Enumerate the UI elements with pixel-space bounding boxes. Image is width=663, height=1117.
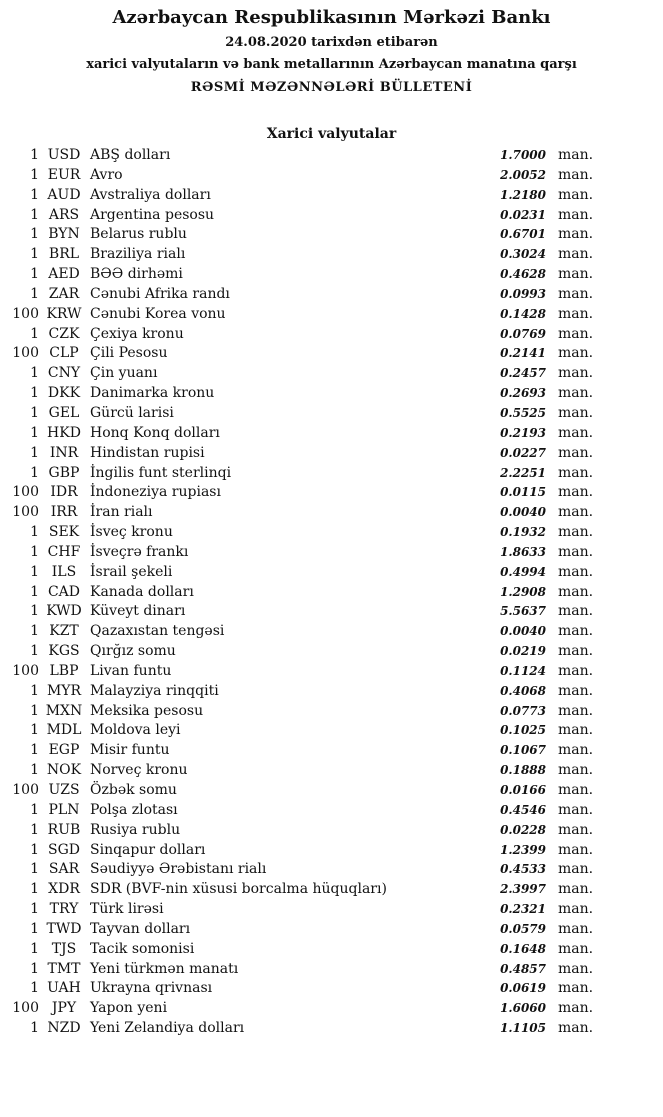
currency-name: Qazaxıstan tengəsi — [90, 623, 225, 640]
currency-name: Cənubi Korea vonu — [90, 305, 226, 322]
currency-unit: man. — [558, 345, 594, 362]
currency-code: GBP — [48, 464, 80, 481]
currency-code: JPY — [51, 1000, 77, 1017]
currency-unit: man. — [558, 424, 594, 441]
currency-nominal: 1 — [30, 325, 39, 342]
currency-rate: 0.4533 — [500, 862, 546, 877]
currency-rate: 0.0115 — [500, 485, 546, 500]
currency-code: UAH — [47, 980, 81, 997]
currency-row-aed — [0, 265, 663, 285]
currency-unit: man. — [558, 484, 594, 501]
currency-rate: 1.2180 — [500, 187, 546, 202]
currency-nominal: 1 — [30, 563, 39, 580]
currency-rate: 0.0993 — [500, 286, 546, 301]
currency-row-tjs — [0, 940, 663, 960]
currency-code: SAR — [48, 861, 80, 878]
currency-name: Səudiyyə Ərəbistanı rialı — [90, 861, 267, 878]
currency-code: INR — [49, 444, 79, 461]
currency-rate: 0.3024 — [500, 247, 546, 262]
currency-row-dkk — [0, 384, 663, 404]
currency-rate: 0.2141 — [500, 346, 546, 361]
currency-name: Gürcü larisi — [90, 404, 174, 421]
currency-name: İsveç kronu — [90, 524, 173, 541]
currency-nominal: 1 — [30, 881, 39, 898]
currency-rate: 0.2693 — [500, 386, 546, 401]
currency-code: TRY — [49, 901, 79, 918]
currency-name: ABŞ dolları — [90, 147, 171, 163]
currency-code: BRL — [48, 246, 80, 263]
currency-row-inr — [0, 444, 663, 464]
currency-row-sek — [0, 523, 663, 543]
currency-row-czk — [0, 325, 663, 345]
currency-nominal: 1 — [30, 762, 39, 779]
currency-name: Avstraliya dolları — [90, 186, 211, 203]
currency-name: Yeni Zelandiya dolları — [90, 1020, 245, 1037]
currency-rate: 0.1124 — [500, 663, 546, 678]
currency-unit: man. — [558, 801, 594, 818]
currency-rate: 0.0579 — [500, 921, 546, 936]
currency-nominal: 100 — [12, 1000, 39, 1017]
currency-name: İngilis funt sterlinqi — [90, 464, 232, 481]
currency-unit: man. — [558, 980, 594, 997]
currency-code: BYN — [48, 226, 80, 243]
currency-nominal: 100 — [12, 782, 39, 798]
currency-code: TWD — [46, 920, 82, 937]
currency-rate: 0.1025 — [500, 723, 546, 738]
currency-name: Braziliya rialı — [90, 246, 186, 263]
currency-code: SGD — [48, 841, 80, 858]
currency-code: EGP — [48, 742, 80, 759]
currency-name: Tacik somonisi — [90, 940, 195, 957]
currency-code: DKK — [47, 385, 81, 402]
currency-nominal: 1 — [30, 603, 39, 620]
currency-row-krw — [0, 305, 663, 325]
currency-rate: 1.2908 — [500, 584, 546, 599]
currency-nominal: 1 — [30, 643, 39, 660]
currency-name: Belarus rublu — [90, 226, 187, 243]
currency-unit: man. — [558, 603, 594, 620]
currency-name: Malayziya rinqqiti — [90, 682, 219, 699]
currency-name: Rusiya rublu — [90, 821, 181, 838]
currency-nominal: 1 — [30, 524, 39, 541]
currency-code: UZS — [48, 782, 80, 798]
currency-code: XDR — [48, 881, 80, 898]
currency-nominal: 1 — [30, 821, 39, 838]
currency-nominal: 1 — [30, 285, 39, 302]
currency-nominal: 1 — [30, 186, 39, 203]
currency-rate: 0.0619 — [500, 981, 546, 996]
currency-rate: 0.2321 — [500, 902, 546, 917]
currency-code: AUD — [47, 186, 81, 203]
currency-nominal: 100 — [12, 305, 39, 322]
currency-unit: man. — [558, 563, 594, 580]
currency-nominal: 1 — [30, 801, 39, 818]
currency-name: Argentina pesosu — [90, 206, 215, 223]
currency-rate: 0.1067 — [500, 743, 546, 758]
currency-nominal: 100 — [12, 504, 39, 521]
bulletin-heading: RƏSMİ MƏZƏNNƏLƏRİ BÜLLETENİ — [190, 80, 473, 95]
currency-code: USD — [47, 147, 81, 163]
currency-unit: man. — [558, 504, 594, 521]
currency-unit: man. — [558, 147, 594, 163]
currency-name: Yapon yeni — [90, 1000, 168, 1017]
currency-unit: man. — [558, 385, 594, 402]
currency-code: MDL — [46, 722, 82, 739]
currency-unit: man. — [558, 821, 594, 838]
currency-unit: man. — [558, 444, 594, 461]
currency-name: Kanada dolları — [90, 583, 194, 600]
currency-row-clp — [0, 344, 663, 364]
currency-name: Tayvan dolları — [90, 920, 191, 937]
currency-unit: man. — [558, 246, 594, 263]
currency-unit: man. — [558, 266, 594, 283]
currency-rate: 0.1932 — [500, 525, 546, 540]
currency-code: ARS — [48, 206, 80, 223]
currency-nominal: 1 — [30, 365, 39, 382]
currency-row-hkd — [0, 424, 663, 444]
currency-code: TJS — [51, 940, 77, 957]
currency-rate: 0.0769 — [500, 326, 546, 341]
currency-nominal: 1 — [30, 980, 39, 997]
currency-unit: man. — [558, 782, 594, 798]
currency-code: NZD — [47, 1020, 81, 1037]
currency-nominal: 1 — [30, 920, 39, 937]
currency-rate: 1.6060 — [500, 1001, 546, 1016]
currency-unit: man. — [558, 305, 594, 322]
currency-rate: 1.1105 — [500, 1021, 546, 1036]
currency-name: Ukrayna qrivnası — [90, 980, 213, 997]
currency-name: BƏƏ dirhəmi — [90, 266, 183, 283]
currency-code: MYR — [46, 682, 82, 699]
currency-name: Honq Konq dolları — [90, 424, 220, 441]
currency-nominal: 1 — [30, 960, 39, 977]
currency-name: Özbək somu — [90, 782, 177, 798]
bank-title: Azərbaycan Respublikasının Mərkəzi Bankı — [112, 7, 551, 28]
currency-row-cny — [0, 364, 663, 384]
currency-rate: 0.0231 — [500, 207, 546, 222]
currency-name: Danimarka kronu — [90, 385, 215, 402]
currency-code: LBP — [49, 662, 79, 679]
currency-nominal: 1 — [30, 166, 39, 183]
currency-name: Hindistan rupisi — [90, 444, 205, 461]
currency-row-kgs — [0, 642, 663, 662]
currency-rate: 0.5525 — [500, 405, 546, 420]
currency-nominal: 1 — [30, 682, 39, 699]
currency-unit: man. — [558, 841, 594, 858]
currency-rate: 0.0166 — [500, 783, 546, 797]
currency-row-egp — [0, 741, 663, 761]
currency-rate: 1.2399 — [500, 842, 546, 857]
currency-code: ILS — [51, 563, 77, 580]
currency-unit: man. — [558, 285, 594, 302]
currency-rate: 0.0219 — [500, 644, 546, 659]
currency-nominal: 1 — [30, 583, 39, 600]
currency-code: IDR — [50, 484, 78, 501]
currency-nominal: 1 — [30, 424, 39, 441]
currency-unit: man. — [558, 206, 594, 223]
currency-rate: 0.2193 — [500, 425, 546, 440]
currency-rate: 0.0227 — [500, 445, 546, 460]
currency-name: Çexiya kronu — [90, 325, 184, 342]
currency-name: SDR (BVF-nin xüsusi borcalma hüquqları) — [90, 881, 387, 898]
currency-unit: man. — [558, 742, 594, 759]
currency-unit: man. — [558, 643, 594, 660]
currency-unit: man. — [558, 960, 594, 977]
currency-name: Küveyt dinarı — [90, 603, 186, 620]
currency-row-gel — [0, 404, 663, 424]
currency-nominal: 1 — [30, 722, 39, 739]
currency-code: TMT — [47, 960, 81, 977]
currency-name: Türk lirəsi — [90, 901, 164, 918]
currency-rate-list — [0, 146, 663, 1039]
currency-row-gbp — [0, 464, 663, 484]
currency-rate: 0.0773 — [500, 703, 546, 718]
currency-code: ZAR — [48, 285, 80, 302]
currency-name: Norveç kronu — [90, 762, 188, 779]
currency-name: Çin yuanı — [90, 365, 158, 382]
currency-unit: man. — [558, 365, 594, 382]
currency-row-brl — [0, 245, 663, 265]
currency-unit: man. — [558, 226, 594, 243]
currency-row-irr — [0, 503, 663, 523]
currency-row-jpy — [0, 999, 663, 1019]
currency-unit: man. — [558, 940, 594, 957]
currency-code: AED — [48, 266, 80, 283]
currency-nominal: 1 — [30, 444, 39, 461]
currency-row-mxn — [0, 702, 663, 722]
currency-name: Avro — [90, 166, 123, 183]
currency-code: KZT — [49, 623, 79, 640]
currency-unit: man. — [558, 702, 594, 719]
currency-nominal: 1 — [30, 841, 39, 858]
currency-row-nok — [0, 761, 663, 781]
currency-rate: 0.1648 — [500, 941, 546, 956]
currency-nominal: 1 — [30, 742, 39, 759]
currency-row-usd — [0, 146, 663, 166]
currency-name: Çili Pesosu — [90, 345, 168, 362]
currency-nominal: 100 — [12, 484, 39, 501]
currency-rate: 0.0040 — [500, 505, 546, 520]
currency-name: Qırğız somu — [90, 643, 176, 660]
bulletin-subtitle: xarici valyutaların və bank metallarının Azərbaycan manatına qarşı — [86, 57, 577, 72]
currency-code: CAD — [47, 583, 81, 600]
currency-row-myr — [0, 682, 663, 702]
currency-row-kzt — [0, 622, 663, 642]
currency-name: İndoneziya rupiası — [90, 484, 221, 501]
currency-rate: 0.0040 — [500, 624, 546, 639]
currency-rate: 0.4994 — [500, 564, 546, 579]
currency-row-sar — [0, 860, 663, 880]
currency-rate: 0.4546 — [500, 802, 546, 817]
currency-name: Polşa zlotası — [90, 801, 178, 818]
currency-rate: 0.2457 — [500, 366, 546, 381]
currency-nominal: 1 — [30, 246, 39, 263]
currency-row-ars — [0, 206, 663, 226]
currency-row-byn — [0, 225, 663, 245]
currency-code: KRW — [46, 305, 82, 322]
currency-unit: man. — [558, 861, 594, 878]
currency-row-tmt — [0, 960, 663, 980]
currency-row-xdr — [0, 880, 663, 900]
currency-nominal: 1 — [30, 1020, 39, 1037]
currency-unit: man. — [558, 920, 594, 937]
currency-rate: 0.1428 — [500, 306, 546, 321]
currency-rate: 0.0228 — [500, 822, 546, 837]
currency-nominal: 1 — [30, 385, 39, 402]
currency-nominal: 1 — [30, 901, 39, 918]
currency-name: Cənubi Afrika randı — [90, 285, 230, 302]
currency-name: Moldova leyi — [90, 722, 181, 739]
currency-unit: man. — [558, 722, 594, 739]
currency-row-twd — [0, 920, 663, 940]
currency-unit: man. — [558, 543, 594, 560]
currency-row-idr — [0, 483, 663, 503]
currency-rate: 1.7000 — [500, 148, 546, 162]
currency-name: İsrail şekeli — [90, 563, 173, 580]
currency-row-mdl — [0, 721, 663, 741]
currency-nominal: 1 — [30, 543, 39, 560]
currency-code: NOK — [46, 762, 82, 779]
currency-unit: man. — [558, 166, 594, 183]
currency-code: CHF — [47, 543, 81, 560]
currency-nominal: 1 — [30, 861, 39, 878]
currency-name: Misir funtu — [90, 742, 170, 759]
currency-unit: man. — [558, 901, 594, 918]
currency-name: Sinqapur dolları — [90, 841, 206, 858]
effective-date: 24.08.2020 tarixdən etibarən — [225, 35, 438, 50]
currency-name: İsveçrə frankı — [90, 543, 189, 560]
currency-nominal: 1 — [30, 226, 39, 243]
currency-code: SEK — [48, 524, 80, 541]
currency-row-cad — [0, 583, 663, 603]
currency-row-pln — [0, 801, 663, 821]
currency-row-kwd — [0, 602, 663, 622]
currency-unit: man. — [558, 464, 594, 481]
section-title: Xarici valyutalar — [266, 126, 397, 142]
currency-rate: 1.8633 — [500, 544, 546, 559]
currency-unit: man. — [558, 404, 594, 421]
currency-row-lbp — [0, 662, 663, 682]
currency-code: CNY — [47, 365, 81, 382]
currency-row-uah — [0, 979, 663, 999]
currency-row-rub — [0, 821, 663, 841]
currency-nominal: 1 — [30, 404, 39, 421]
currency-unit: man. — [558, 662, 594, 679]
currency-row-try — [0, 900, 663, 920]
currency-unit: man. — [558, 583, 594, 600]
currency-code: KWD — [46, 603, 82, 620]
currency-row-sgd — [0, 841, 663, 861]
currency-rate: 5.5637 — [500, 604, 546, 619]
currency-code: GEL — [48, 404, 80, 421]
currency-nominal: 100 — [12, 662, 39, 679]
currency-row-nzd — [0, 1019, 663, 1039]
currency-name: Livan funtu — [90, 662, 172, 679]
currency-rate: 2.0052 — [500, 167, 546, 182]
currency-unit: man. — [558, 1020, 594, 1037]
currency-nominal: 1 — [30, 702, 39, 719]
currency-nominal: 1 — [30, 147, 39, 163]
currency-rate: 2.2251 — [500, 465, 546, 480]
currency-code: MXN — [45, 702, 83, 719]
currency-code: RUB — [47, 821, 81, 838]
currency-rate: 0.4857 — [500, 961, 546, 976]
currency-name: İran rialı — [90, 504, 153, 521]
currency-unit: man. — [558, 881, 594, 898]
currency-code: EUR — [47, 166, 81, 183]
currency-row-ils — [0, 563, 663, 583]
currency-rate: 0.6701 — [500, 227, 546, 242]
currency-nominal: 100 — [12, 345, 39, 362]
currency-rate: 0.4068 — [500, 683, 546, 698]
currency-name: Meksika pesosu — [90, 702, 204, 719]
currency-code: HKD — [47, 424, 81, 441]
currency-rate: 2.3997 — [500, 882, 546, 897]
currency-unit: man. — [558, 1000, 594, 1017]
currency-nominal: 1 — [30, 623, 39, 640]
currency-unit: man. — [558, 325, 594, 342]
currency-code: CZK — [48, 325, 80, 342]
currency-nominal: 1 — [30, 266, 39, 283]
currency-name: Yeni türkmən manatı — [90, 960, 239, 977]
currency-row-uzs — [0, 781, 663, 801]
currency-code: PLN — [48, 801, 80, 818]
currency-nominal: 1 — [30, 206, 39, 223]
currency-row-zar — [0, 285, 663, 305]
currency-row-aud — [0, 186, 663, 206]
currency-unit: man. — [558, 762, 594, 779]
currency-rate: 0.1888 — [500, 763, 546, 778]
currency-unit: man. — [558, 186, 594, 203]
currency-nominal: 1 — [30, 464, 39, 481]
currency-code: KGS — [48, 643, 80, 660]
currency-nominal: 1 — [30, 940, 39, 957]
currency-rate: 0.4628 — [500, 267, 546, 282]
currency-code: CLP — [49, 345, 79, 362]
currency-unit: man. — [558, 682, 594, 699]
currency-row-chf — [0, 543, 663, 563]
currency-code: IRR — [50, 504, 78, 521]
currency-unit: man. — [558, 623, 594, 640]
currency-row-eur — [0, 166, 663, 186]
currency-unit: man. — [558, 524, 594, 541]
